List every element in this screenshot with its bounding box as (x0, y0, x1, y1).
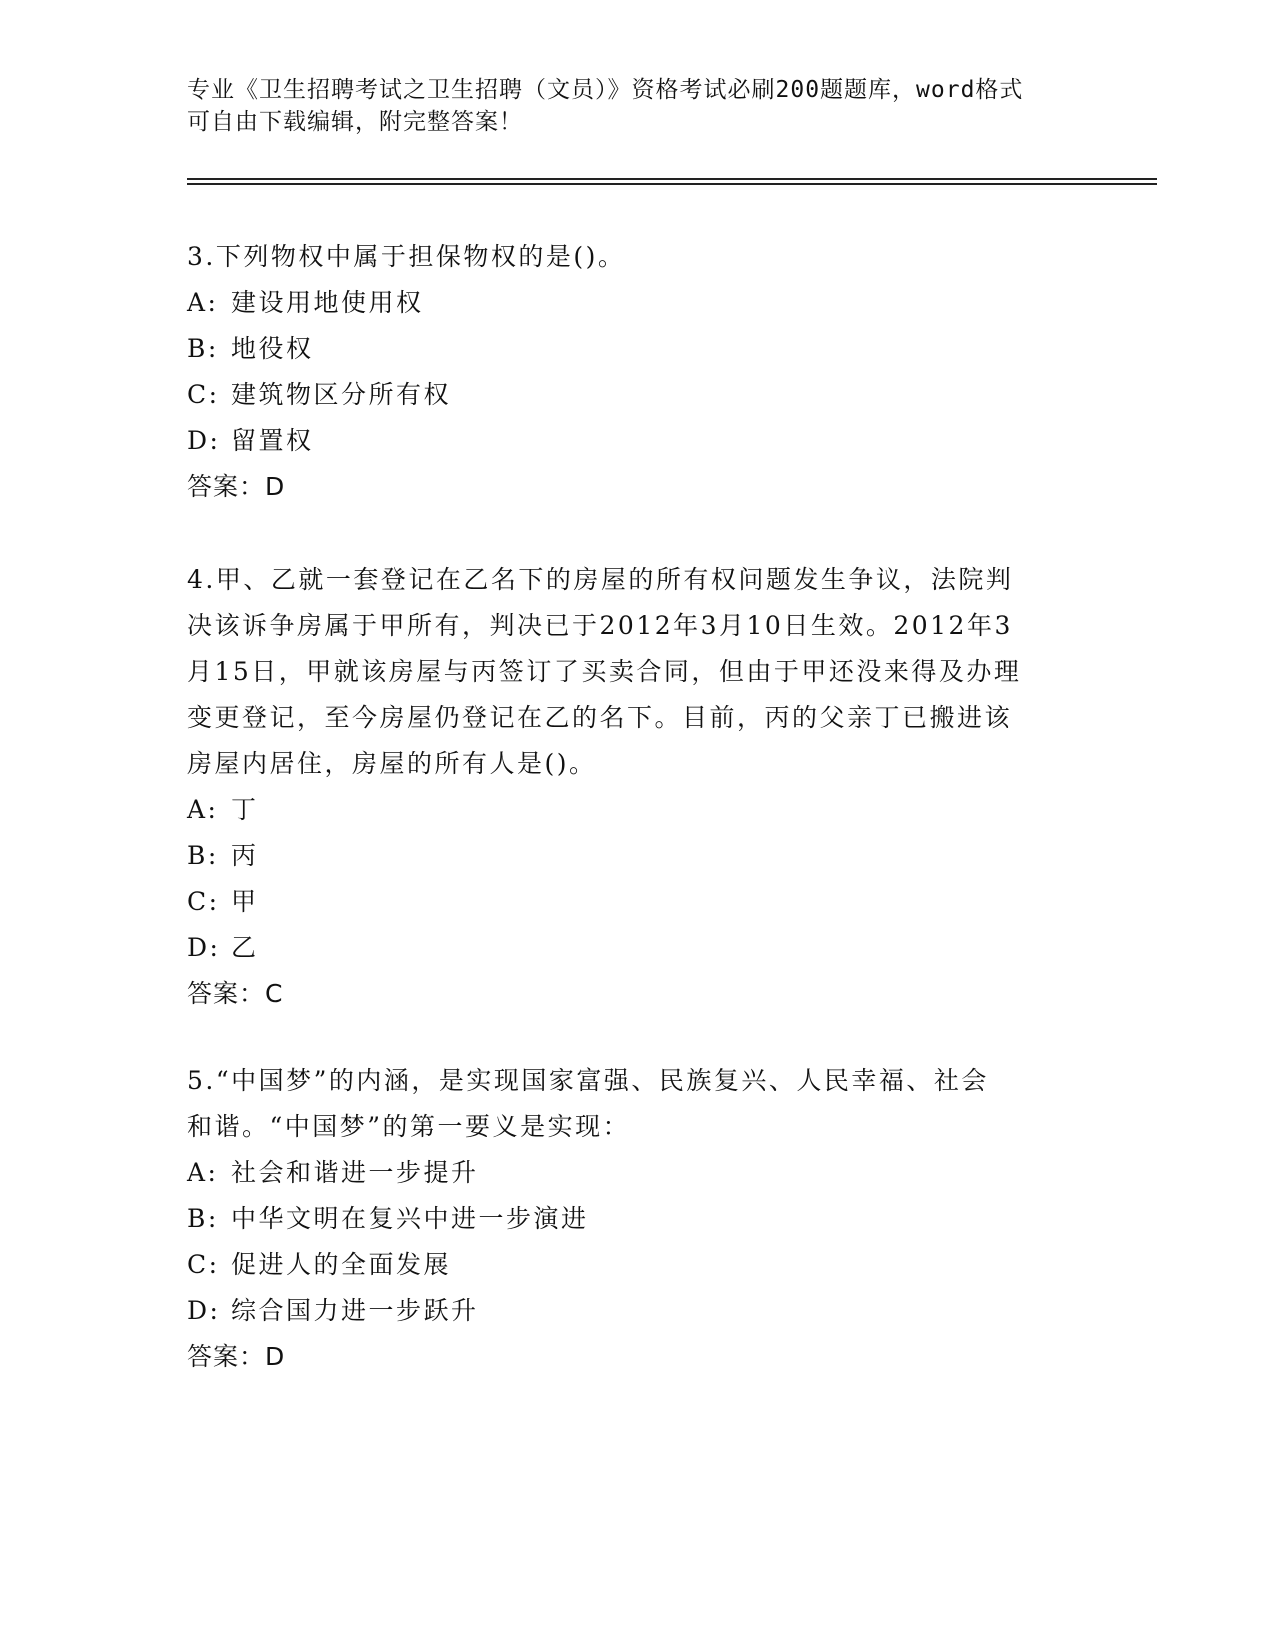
option-text: 社会和谐进一步提升 (231, 1158, 479, 1187)
option-text: 建筑物区分所有权 (231, 380, 452, 409)
option-text: 中华文明在复兴中进一步演进 (231, 1204, 589, 1233)
question-stem-line: 3.下列物权中属于担保物权的是()。 (187, 242, 626, 271)
option-c (187, 372, 1077, 418)
option-letter: C: (187, 887, 220, 916)
option-letter: B: (187, 841, 219, 870)
question-3 (187, 234, 1077, 510)
option-letter: D: (187, 426, 221, 455)
option-text: 留置权 (231, 426, 314, 455)
question-stem-line: 和谐。“中国梦”的第一要义是实现： (187, 1112, 631, 1141)
option-text: 乙 (231, 933, 259, 962)
option-letter: C: (187, 1250, 220, 1279)
answer-line: 答案：D (187, 1342, 286, 1371)
question-stem-line: 月15日，甲就该房屋与丙签订了买卖合同，但由于甲还没来得及办理 (187, 657, 1022, 686)
question-stem-line: 5.“中国梦”的内涵，是实现国家富强、民族复兴、人民幸福、社会 (187, 1066, 989, 1095)
document-header (187, 74, 1067, 138)
option-c (187, 1242, 1077, 1288)
option-letter: D: (187, 933, 221, 962)
answer-line: 答案：C (187, 979, 284, 1008)
option-d (187, 925, 1077, 971)
option-letter: A: (187, 1158, 219, 1187)
option-letter: A: (187, 795, 219, 824)
option-text: 综合国力进一步跃升 (231, 1296, 479, 1325)
option-text: 丙 (231, 841, 259, 870)
option-c (187, 879, 1077, 925)
option-a (187, 280, 1077, 326)
question-stem-line: 决该诉争房属于甲所有，判决已于2012年3月10日生效。2012年3 (187, 611, 1013, 640)
option-letter: C: (187, 380, 220, 409)
header-line-2: 可自由下载编辑，附完整答案！ (187, 109, 523, 135)
option-b (187, 326, 1077, 372)
option-text: 甲 (231, 887, 259, 916)
question-4 (187, 557, 1077, 1017)
option-b (187, 1196, 1077, 1242)
option-text: 促进人的全面发展 (231, 1250, 452, 1279)
option-d (187, 1288, 1077, 1334)
option-d (187, 418, 1077, 464)
header-divider-bottom (187, 183, 1157, 185)
option-a (187, 1150, 1077, 1196)
option-text: 建设用地使用权 (231, 288, 424, 317)
header-divider-top (187, 178, 1157, 180)
question-stem-line: 4.甲、乙就一套登记在乙名下的房屋的所有权问题发生争议，法院判 (187, 565, 1014, 594)
option-text: 地役权 (231, 334, 314, 363)
option-b (187, 833, 1077, 879)
option-letter: B: (187, 334, 219, 363)
option-a (187, 787, 1077, 833)
question-5 (187, 1058, 1077, 1380)
option-letter: D: (187, 1296, 221, 1325)
option-text: 丁 (231, 795, 259, 824)
answer-line: 答案：D (187, 472, 286, 501)
question-stem-line: 房屋内居住，房屋的所有人是()。 (187, 749, 597, 778)
option-letter: B: (187, 1204, 219, 1233)
option-letter: A: (187, 288, 219, 317)
question-stem-line: 变更登记，至今房屋仍登记在乙的名下。目前，丙的父亲丁已搬进该 (187, 703, 1013, 732)
header-line-1: 专业《卫生招聘考试之卫生招聘（文员）》资格考试必刷200题题库，word格式 (187, 77, 1024, 103)
